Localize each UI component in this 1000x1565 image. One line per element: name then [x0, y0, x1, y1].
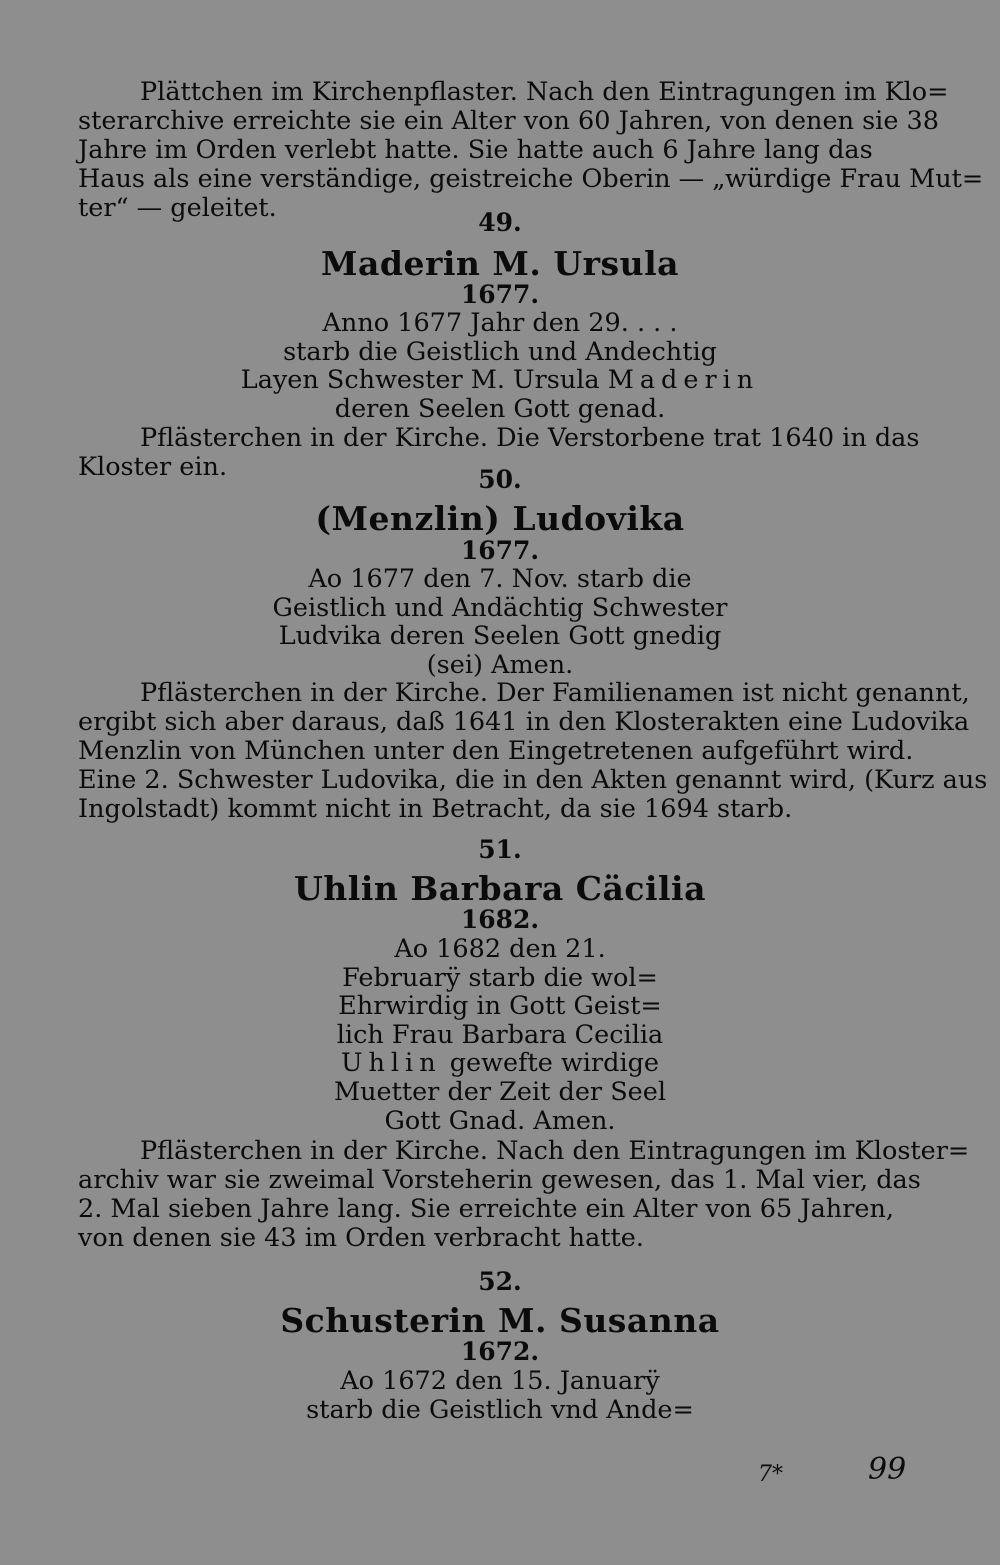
inscription-line: Anno 1677 Jahr den 29. . . . [322, 308, 678, 338]
entry-year: 1677. [460, 280, 540, 309]
text-line: Kloster ein. [78, 452, 228, 482]
inscription-text: gewefte wirdige [441, 1048, 660, 1079]
epitaph-inscription [0, 565, 1000, 679]
text-line: archiv war sie zweimal Vorsteherin gewesen, das 1. Mal vier, das [78, 1165, 921, 1195]
text-line: Pflästerchen in der Kirche. Die Verstorbene trat 1640 in das [140, 423, 920, 453]
epitaph-inscription [0, 309, 1000, 423]
inscription-line: deren Seelen Gott genad. [334, 393, 666, 424]
entry-year: 1672. [460, 1337, 540, 1366]
inscription-line: Ao 1677 den 7. Nov. starb die [308, 564, 692, 594]
text-line: von denen sie 43 im Orden verbracht hatte. [78, 1223, 644, 1253]
entry-commentary [78, 678, 988, 824]
intro-paragraph [78, 77, 984, 223]
inscription-line [0, 366, 1000, 395]
entry-number: 51. [478, 835, 522, 864]
inscription-line: starb die Geistlich vnd Ande= [306, 1394, 694, 1425]
entry-number: 49. [478, 208, 522, 237]
entry-year: 1682. [460, 905, 540, 934]
text-line: sterarchive erreichte sie ein Alter von 60 Jahren, von denen sie 38 [78, 106, 939, 136]
entry-number: 52. [478, 1267, 522, 1296]
signature-mark: 7* [758, 1462, 783, 1487]
inscription-line: Februarÿ starb die wol= [342, 962, 658, 993]
inscription-line: lich Frau Barbara Cecilia [336, 1019, 664, 1050]
text-line: 2. Mal sieben Jahre lang. Sie erreichte ein Alter von 65 Jahren, [78, 1194, 894, 1224]
entry-number: 50. [478, 465, 522, 494]
entry-heading: Uhlin Barbara Cäcilia [294, 869, 706, 908]
entry-commentary [78, 1136, 970, 1253]
epitaph-inscription [0, 1367, 1000, 1424]
inscription-line: Geistlich und Andächtig Schwester [272, 592, 728, 623]
text-line: ter“ — geleitet. [78, 193, 277, 223]
text-line: Pflästerchen in der Kirche. Nach den Eintragungen im Kloster= [140, 1136, 970, 1166]
spaced-surname: Maderin [607, 365, 760, 396]
inscription-line: Ehrwirdig in Gott Geist= [338, 991, 662, 1022]
epitaph-inscription [0, 935, 1000, 1135]
entry-year: 1677. [460, 536, 540, 565]
inscription-line: Ludvika deren Seelen Gott gnedig [278, 621, 722, 652]
inscription-line: starb die Geistlich und Andechtig [283, 336, 717, 367]
spaced-surname: Uhlin [340, 1048, 442, 1079]
text-line: Pflästerchen in der Kirche. Der Familienamen ist nicht genannt, [140, 678, 970, 708]
page-number: 99 [868, 1452, 907, 1487]
inscription-text: Layen Schwester M. Ursula [240, 365, 608, 396]
inscription-line [0, 1049, 1000, 1078]
text-line: Jahre im Orden verlebt hatte. Sie hatte auch 6 Jahre lang das [78, 135, 873, 165]
text-line: Ingolstadt) kommt nicht in Betracht, da sie 1694 starb. [78, 794, 793, 824]
text-line: Plättchen im Kirchenpflaster. Nach den Eintragungen im Klo= [140, 77, 949, 107]
text-line: ergibt sich aber daraus, daß 1641 in den Klosterakten eine Ludovika [78, 707, 970, 737]
inscription-line: Ao 1672 den 15. Januarÿ [340, 1366, 660, 1396]
text-line: Haus als eine verständige, geistreiche Oberin — „würdige Frau Mut= [78, 164, 984, 194]
entry-heading: (Menzlin) Ludovika [315, 499, 685, 538]
text-line: Eine 2. Schwester Ludovika, die in den Akten genannt wird, (Kurz aus [78, 765, 988, 795]
text-line: Menzlin von München unter den Eingetretenen aufgeführt wird. [78, 736, 914, 766]
inscription-line: Muetter der Zeit der Seel [333, 1076, 667, 1107]
inscription-line: Ao 1682 den 21. [394, 934, 606, 964]
entry-heading: Schusterin M. Susanna [280, 1301, 720, 1340]
entry-heading: Maderin M. Ursula [320, 244, 680, 283]
inscription-line: Gott Gnad. Amen. [384, 1105, 616, 1136]
inscription-line: (sei) Amen. [426, 649, 574, 680]
